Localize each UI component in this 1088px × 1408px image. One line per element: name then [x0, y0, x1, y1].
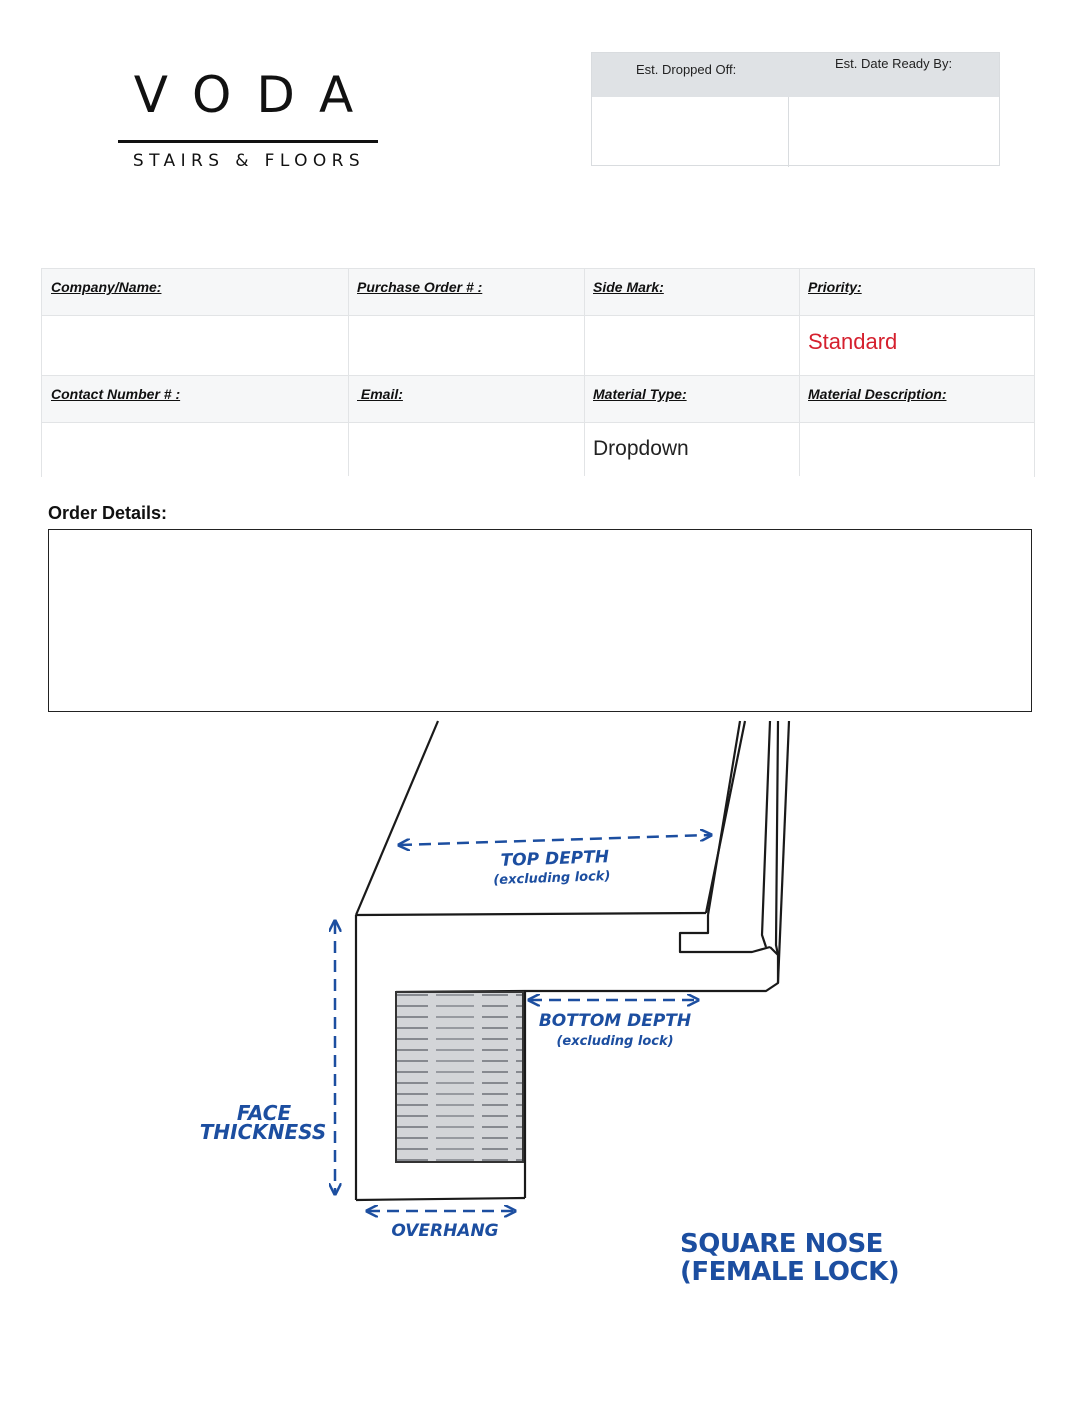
- bottom-depth-note: (excluding lock): [556, 1034, 674, 1049]
- nose-title-line-2: (FEMALE LOCK): [680, 1257, 900, 1287]
- material-type-label: Material Type:: [593, 386, 687, 402]
- top-depth-label: TOP DEPTH: [500, 847, 610, 871]
- purchase-order-field[interactable]: [349, 316, 584, 375]
- wood-grain-block: [396, 992, 523, 1162]
- side-mark-field[interactable]: [585, 316, 799, 375]
- est-ready-by-field[interactable]: [789, 97, 999, 167]
- grid-divider: [584, 269, 585, 476]
- overhang-label: OVERHANG: [391, 1221, 499, 1241]
- order-info-grid: [41, 268, 1035, 477]
- email-field[interactable]: [349, 423, 584, 477]
- face-thickness-label-2: THICKNESS: [199, 1120, 327, 1144]
- grid-divider: [799, 269, 800, 476]
- voda-logo: [118, 64, 380, 176]
- email-label: Email:: [357, 386, 403, 402]
- estimate-dates-table: [591, 52, 1000, 166]
- square-nose-title: [680, 1230, 900, 1286]
- company-name-label: Company/Name:: [51, 279, 162, 295]
- value-row-1: [42, 316, 1034, 376]
- est-dropped-off-label: Est. Dropped Off:: [636, 62, 737, 77]
- side-mark-label: Side Mark:: [593, 279, 664, 295]
- company-name-field[interactable]: [42, 316, 348, 375]
- contact-number-field[interactable]: [42, 423, 348, 477]
- face-thickness-label-1: FACE: [236, 1101, 292, 1125]
- nose-title-line-1: SQUARE NOSE: [680, 1229, 883, 1259]
- material-type-select[interactable]: Dropdown: [593, 437, 689, 460]
- label-row-2: [42, 376, 1034, 423]
- logo-rule: [118, 140, 378, 143]
- contact-number-label: Contact Number # :: [51, 386, 181, 402]
- top-depth-note: (excluding lock): [493, 868, 611, 889]
- order-details-title: Order Details:: [48, 503, 168, 523]
- est-ready-by-label: Est. Date Ready By:: [835, 56, 953, 71]
- stair-nose-diagram: [0, 715, 1088, 1315]
- priority-select[interactable]: Standard: [808, 329, 898, 354]
- purchase-order-label: Purchase Order # :: [357, 279, 483, 295]
- order-details-textarea[interactable]: [48, 529, 1032, 712]
- est-dropped-off-field[interactable]: [592, 97, 788, 167]
- label-row-1: [42, 269, 1034, 316]
- logo-tagline: STAIRS & FLOORS: [132, 151, 366, 171]
- value-row-2: [42, 423, 1034, 477]
- bottom-depth-label: BOTTOM DEPTH: [538, 1011, 692, 1031]
- priority-label: Priority:: [808, 279, 862, 295]
- material-description-field[interactable]: [800, 423, 1034, 477]
- material-description-label: Material Description:: [808, 386, 947, 402]
- grid-divider: [348, 269, 349, 476]
- logo-wordmark: VODA: [133, 66, 379, 124]
